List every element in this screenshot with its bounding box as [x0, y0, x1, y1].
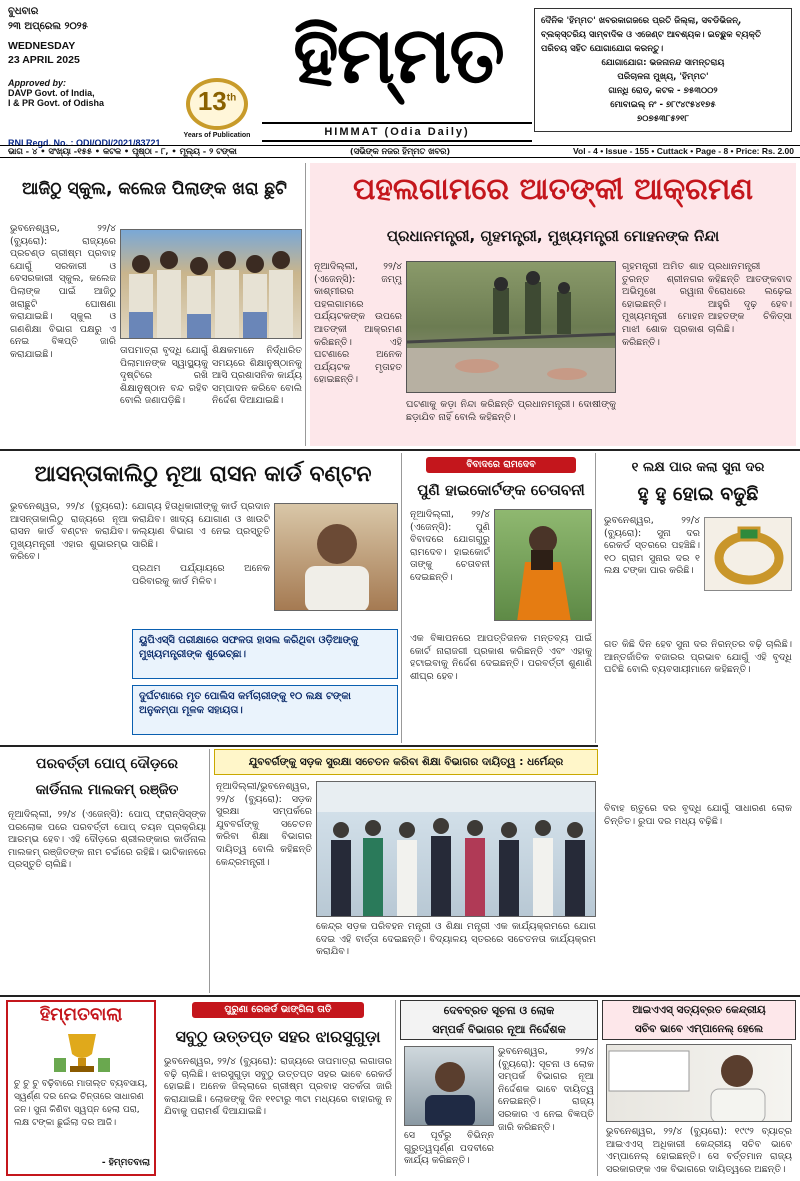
- article-text: ଗୃହମନ୍ତ୍ରୀ ଅମିତ ଶାହ ତୁରନ୍ତ ଶ୍ରୀନଗର ଅଭିମୁଖେ ରୱାନା ହୋଇଛନ୍ତି। ମୁଖ୍ୟମନ୍ତ୍ରୀ ମୋହନ ମାଝୀ ଶୋକ ପ୍ରକାଶ କରିଛନ୍ତି।: [622, 261, 704, 348]
- kicker: ୧ ଲକ୍ଷ ପାର କଲା ସୁନା ଦର: [631, 460, 765, 475]
- story-ration: [4, 453, 402, 743]
- day-en: WEDNESDAY: [8, 40, 76, 52]
- info-line: ଯୋଗାଯୋଗ: ଭଜନାନନ୍ଦ ସାମନ୍ତରାୟ: [601, 58, 725, 68]
- divider: [0, 995, 800, 997]
- story-school: [4, 163, 306, 446]
- callout-text: ଦୁର୍ଘଟଣାରେ ମୃତ ପୋଲିସ କର୍ମଚାରୀଙ୍କୁ ୧୦ ଲକ୍ଷ ଟଙ୍କା ଅନୁକମ୍ପା ମୂଳକ ସହାୟତା।: [139, 691, 351, 716]
- article-text: କେନ୍ଦ୍ର ସଡ଼କ ପରିବହନ ମନ୍ତ୍ରୀ ଓ ଶିକ୍ଷା ମନ୍ତ୍ରୀ ଏକ କାର୍ଯ୍ୟକ୍ରମରେ ଯୋଗ ଦେଇ ଏହି ବାର୍ତ୍ତା ଦେଇଛନ୍ତି। ବିଦ୍ୟାଳୟ ସ୍ତରରେ ସଚେତନତା କାର୍ଯ୍ୟକ୍ରମ କରାଯିବ।: [316, 921, 596, 958]
- himmatwala-column: [6, 1000, 156, 1176]
- callout-police: [132, 685, 398, 735]
- headline-band: [400, 1000, 598, 1040]
- headline-band: [602, 1000, 796, 1040]
- children-illustration: [121, 230, 302, 339]
- divider: [0, 449, 800, 451]
- callout-upsc: [132, 629, 398, 679]
- headline: ହୁ ହୁ ହୋଇ ବଢୁଛି: [637, 483, 759, 505]
- column-verse: ଚୁ ଚୁ ଚୁ ବଢ଼ିବାରେ ମାତାଲ୍ତ ବ୍ୟବସାୟ, ସ୍ୱର୍ଣ୍ଣ ଦର ନେଇ ଚିନ୍ତାରେ ସାଧାରଣ ଜନ। ସୁନା କିଣିବା ସ୍ୱପ୍ନ ହେଲା ପରା, ଲକ୍ଷ ଟଙ୍କା ଛୁଇଁଲା ଦର ଆଜି।: [14, 1079, 148, 1128]
- info-line: ମୋବାଇଲ୍ ନଂ - ୭୮୯୪୯୫୪୧୭୫: [610, 100, 716, 110]
- group-illustration: [317, 782, 596, 917]
- subheadline: ପ୍ରଧାନମନ୍ତ୍ରୀ, ଗୃହମନ୍ତ୍ରୀ, ମୁଖ୍ୟମନ୍ତ୍ରୀ ମୋହନଙ୍କ ନିନ୍ଦା: [386, 227, 720, 245]
- attack-photo: [406, 261, 616, 393]
- approved-line2: I & PR Govt. of Odisha: [8, 98, 105, 108]
- badge-text: Years of Publication: [183, 132, 251, 139]
- headline: ସଚିବ ଭାବେ ଏମ୍ପାନେଲ୍ ହେଲେ: [634, 1023, 764, 1035]
- ring-icon: [705, 518, 792, 591]
- article-text: ନୂଆଦିଲ୍ଲୀ/ଭୁବନେଶ୍ୱର, ୨୨/୪ (ବ୍ୟୁରୋ): ସଡ଼କ ସୁରକ୍ଷା ସମ୍ପର୍କରେ ଯୁବବର୍ଗଙ୍କୁ ସଚେତନ କରିବା ଶିକ୍ଷା ବିଭାଗର ଦାୟିତ୍ୱ ବୋଲି କହିଛନ୍ତି କେନ୍ଦ୍ରମନ୍ତ୍ରୀ।: [216, 781, 312, 868]
- article-text: ଭୁବନେଶ୍ୱର, ୨୨/୪ (ବ୍ୟୁରୋ): ରାଜ୍ୟରେ ପ୍ରଚଣ୍ଡ ଗ୍ରୀଷ୍ମ ପ୍ରବାହ ଯୋଗୁଁ ସରକାରୀ ଓ ବେସରକାରୀ ସ୍କୁଲ, କଲେଜ ପିଲାଙ୍କ ପାଇଁ ଆଜିଠୁ ଖରାଛୁଟି ଘୋଷଣା କରାଯାଇଛି। ସ୍କୁଲ ଓ ଗଣଶିକ୍ଷା ବିଭାଗ ପକ୍ଷରୁ ଏ ନେଇ ବିଜ୍ଞପ୍ତି ଜାରି କରାଯାଇଛି।: [10, 223, 116, 360]
- article-text: ନୂଆଦିଲ୍ଲୀ, ୨୨/୪ (ଏଜେନ୍ସି): ଜମ୍ମୁ କାଶ୍ମୀରର ପହଲଗାମରେ ପର୍ଯ୍ୟଟକଙ୍କ ଉପରେ ଆତଙ୍କୀ ଆକ୍ରମଣ କରିଛନ୍ତି। ଏହି ଘଟଣାରେ ଅନେକ ପର୍ଯ୍ୟଟକ ମୃତାହତ ହୋଇଛନ୍ତି।: [314, 261, 402, 386]
- article-text: ଶିକ୍ଷକମାନେ ନିର୍ଦ୍ଧାରିତ ସମୟରେ ଶିକ୍ଷାନୁଷ୍ଠାନକୁ ଆସି ପ୍ରଶାସନିକ କାର୍ଯ୍ୟ ସମ୍ପାଦନ କରିବେ ବୋଲି ନିର୍ଦ୍ଦେଶ ଦିଆଯାଇଛି।: [212, 345, 302, 407]
- story-label: ବିବାଦରେ ରାମଦେବ: [426, 457, 576, 473]
- info-line: ପରିଚାଳନା ମୁଖ୍ୟ, 'ହିମ୍ମତ': [617, 72, 709, 82]
- headline: ଦେବବ୍ରତ ସୂଚନା ଓ ଲୋକ: [443, 1004, 555, 1017]
- story-attack: [310, 163, 796, 446]
- article-text: ଭୁବନେଶ୍ୱର, ୨୨/୪ (ବ୍ୟୁରୋ): ଆସନ୍ତାକାଲିଠୁ ରାଜ୍ୟରେ ନୂଆ ରାସନ କାର୍ଡ ବଣ୍ଟନ କରାଯିବ। ମୁଖ୍ୟମନ୍ତ୍ରୀ ଏହାର ଶୁଭାରମ୍ଭ କରିବେ।: [10, 501, 128, 563]
- gold-ring-photo: [704, 517, 792, 591]
- story-road-safety: [214, 749, 598, 993]
- logo-sub-band: [262, 122, 532, 142]
- story-label: ପୁରୁଣା ରେକର୍ଡ ଭାଙ୍ଗିଲା ତାତି: [192, 1002, 364, 1018]
- approved-line1: DAVP Govt. of India,: [8, 88, 95, 98]
- article-text: ବିବାହ ଋତୁରେ ଦର ବୃଦ୍ଧି ଯୋଗୁଁ ସାଧାରଣ ଲୋକ ଚିନ୍ତିତ। ରୁପା ଦର ମଧ୍ୟ ବଢ଼ିଛି।: [604, 803, 792, 827]
- ramdev-photo: [494, 509, 592, 621]
- story-ramdev: [406, 453, 596, 743]
- meta-strip: [0, 145, 800, 158]
- headline-band: [214, 749, 598, 775]
- article-text: ଭୁବନେଶ୍ୱର, ୨୨/୪ (ବ୍ୟୁରୋ): ରାଜ୍ୟରେ ତାପମାତ୍ରା ଲଗାତାର ବଢ଼ି ଚାଲିଛି। ଝାରସୁଗୁଡ଼ା ସବୁଠୁ ଉତ୍ତପ୍ତ ସହର ଭାବେ ରେକର୍ଡ ହୋଇଛି। ଅନେକ ଜିଲ୍ଲାରେ ଗ୍ରୀଷ୍ମ ପ୍ରବାହ ସତର୍କତା ଜାରି କରାଯାଇଛି। ଲୋକଙ୍କୁ ଦିନ ୧୧ଟାରୁ ୩ଟା ମଧ୍ୟରେ ବାହାରକୁ ନ ଯିବାକୁ ପରାମର୍ଶ ଦିଆଯାଇଛି।: [164, 1056, 392, 1118]
- divider: [0, 745, 598, 747]
- logo-sub: HIMMAT (Odia Daily): [324, 126, 470, 138]
- article-text: ସେ ପୂର୍ବରୁ ବିଭିନ୍ନ ଗୁରୁତ୍ୱପୂର୍ଣ୍ଣ ପଦବୀରେ କାର୍ଯ୍ୟ କରିଛନ୍ତି।: [404, 1130, 494, 1167]
- headline: ସମ୍ପର୍କ ବିଭାଗର ନୂଆ ନିର୍ଦ୍ଦେଶକ: [432, 1023, 566, 1036]
- badge-suffix: th: [226, 92, 237, 104]
- headline: ଆଇଏଏସ୍ ସତ୍ୟବ୍ରତ କେନ୍ଦ୍ରୀୟ: [632, 1004, 766, 1016]
- soldiers-illustration: [407, 262, 616, 393]
- story-ias: [602, 1000, 796, 1176]
- trophy-icon: [52, 1030, 112, 1074]
- article-text: ନୂଆଦିଲ୍ଲୀ, ୨୨/୪ (ଏଜେନ୍ସି): ପୋପ୍ ଫ୍ରାନ୍ସିସ୍‌ଙ୍କ ପରଲୋକ ପରେ ପରବର୍ତ୍ତୀ ପୋପ୍ ଚୟନ ପ୍ରକ୍ରିୟା ଆରମ୍ଭ ହେବ। ଏହି ଦୌଡ଼ରେ ଶ୍ରୀଲଙ୍କାର କାର୍ଡିନାଲ ମାଲକମ୍ ରଞ୍ଜିତଙ୍କ ନାମ ଚର୍ଚ୍ଚାରେ ରହିଛି। ଭାଟିକାନରେ ପ୍ରସ୍ତୁତି ଚାଲିଛି।: [8, 809, 206, 871]
- article-text: ଭୁବନେଶ୍ୱର, ୨୨/୪ (ବ୍ୟୁରୋ): ସୂଚନା ଓ ଲୋକ ସମ୍ପର୍କ ବିଭାଗର ନୂଆ ନିର୍ଦ୍ଦେଶକ ଭାବେ ଦାୟିତ୍ୱ ନେଇଛନ୍ତି। ରାଜ୍ୟ ସରକାର ଏ ନେଇ ବିଜ୍ଞପ୍ତି ଜାରି କରିଛନ୍ତି।: [498, 1046, 594, 1133]
- anniversary-badge: [183, 78, 251, 146]
- callout-text: ୟୁପିଏସ୍‌ସି ପରୀକ୍ଷାରେ ସଫଳତା ହାସଲ କରିଥିବା ଓଡ଼ିଆଙ୍କୁ ମୁଖ୍ୟମନ୍ତ୍ରୀଙ୍କ ଶୁଭେଚ୍ଛା।: [139, 635, 359, 660]
- article-text: ଗତ କିଛି ଦିନ ହେବ ସୁନା ଦର ନିରନ୍ତର ବଢ଼ି ଚାଲିଛି। ଆନ୍ତର୍ଜାତିକ ବଜାରର ପ୍ରଭାବ ଯୋଗୁଁ ଏହି ବୃଦ୍ଧି ଘଟିଛି ବୋଲି ବ୍ୟବସାୟୀମାନେ କହିଛନ୍ତି।: [604, 639, 792, 676]
- story-jharsuguda: [160, 1000, 396, 1176]
- article-text: ଏକ ବିଜ୍ଞାପନରେ ଆପତ୍ତିଜନକ ମନ୍ତବ୍ୟ ପାଇଁ କୋର୍ଟ ନାରାଜଗୀ ପ୍ରକାଶ କରିଛନ୍ତି ଏବଂ ଏହାକୁ ହଟାଇବାକୁ ନିର୍ଦ୍ଦେଶ ଦେଇଛନ୍ତି। ପରବର୍ତ୍ତୀ ଶୁଣାଣି ଶୀଘ୍ର ହେବ।: [410, 633, 592, 682]
- info-line: ପରିଚୟ ସହିତ ଯୋଗାଯୋଗ କରନ୍ତୁ।: [541, 44, 664, 54]
- tagline: (ସଭିଙ୍କ ନଜର ହିମ୍ମତ ଖବର): [349, 146, 451, 156]
- info-line: ଦୈନିକ 'ହିମ୍ମତ' ଖବରକାଗଜରେ ପ୍ରତି ଜିଲ୍ଲା, ସବଡିଭିଜନ୍,: [541, 16, 742, 26]
- headline: ପରବର୍ତ୍ତୀ ପୋପ୍ ଦୌଡ଼ରେ: [35, 756, 178, 772]
- article-text: ଭୁବନେଶ୍ୱର, ୨୨/୪ (ବ୍ୟୁରୋ): ୧୯୯୨ ବ୍ୟାଚ୍‌ର ଆଇଏଏସ୍ ଅଧିକାରୀ କେନ୍ଦ୍ରୀୟ ସଚିବ ଭାବେ ଏମ୍ପାନେଲ୍ ହୋଇଛନ୍ତି। ସେ ବର୍ତ୍ତମାନ ରାଜ୍ୟ ସରକାରଙ୍କ ଏକ ବିଭାଗରେ ଦାୟିତ୍ୱରେ ଅଛନ୍ତି।: [606, 1126, 792, 1174]
- column-title: ହିମ୍ମତବାଲା: [39, 1004, 123, 1025]
- date-en: 23 APRIL 2025: [8, 54, 80, 66]
- portrait-illustration: [405, 1047, 494, 1126]
- column-signature: - ହିମ୍ମତବାଲା: [101, 1158, 150, 1168]
- meta-en: Vol - 4 • Issue - 155 • Cuttack • Page - 8 • Price: Rs. 2.00: [572, 146, 794, 156]
- yogi-illustration: [495, 510, 592, 621]
- date-odia: ୨୩ ଅପ୍ରେଲ ୨୦୨୫: [8, 21, 88, 32]
- meta-odia: ଭାଗ - ୪ • ସଂଖ୍ୟା -୧୫୫ • କଟକ • ପୃଷ୍ଠା - ୮, • ମୂଲ୍ୟ - ୨ ଟଙ୍କା: [8, 146, 237, 156]
- director-photo: [404, 1046, 494, 1126]
- newspaper-logo: [262, 4, 534, 122]
- logo-text: ହିମ୍ମତ: [293, 11, 503, 101]
- article-text: ଭୁବନେଶ୍ୱର, ୨୨/୪ (ବ୍ୟୁରୋ): ସୁନା ଦର ରେକର୍ଡ ସ୍ତରରେ ପହଞ୍ଚିଛି। ୧୦ ଗ୍ରାମ ସୁନାର ଦର ୧ ଲକ୍ଷ ଟଙ୍କା ପାର କରିଛି।: [604, 515, 700, 577]
- info-line: ବ୍ଲକ୍‌ସ୍ତରିୟ ସାମ୍ବାଦିକ ଓ ଏଜେଣ୍ଟ ଆବଶ୍ୟକ। ଇଚ୍ଛୁକ ବ୍ୟକ୍ତି: [541, 30, 762, 40]
- headline: ପୁଣି ହାଇକୋର୍ଟଙ୍କ ଚେତାବନୀ: [417, 481, 585, 499]
- children-photo: [120, 229, 302, 339]
- article-text: ଘଟଣାକୁ କଡ଼ା ନିନ୍ଦା କରିଛନ୍ତି ପ୍ରଧାନମନ୍ତ୍ରୀ। ଦୋଷୀଙ୍କୁ ଛଡ଼ାଯିବ ନାହିଁ ବୋଲି କହିଛନ୍ତି।: [406, 399, 616, 423]
- headline: ଯୁବବର୍ଗଙ୍କୁ ସଡ଼କ ସୁରକ୍ଷା ସଚେତନ କରିବା ଶିକ୍ଷା ବିଭାଗର ଦାୟିତ୍ୱ : ଧର୍ମେନ୍ଦ୍ର: [248, 756, 564, 768]
- rni-number: RNI Regd. No. : ODI/ODI/2021/83721: [8, 138, 161, 148]
- date-block: [8, 6, 168, 108]
- headline: ଆଜିଠୁ ସ୍କୁଲ, କଲେଜ ପିଲାଙ୍କ ଖରା ଛୁଟି: [22, 179, 287, 199]
- article-text: ନୂଆଦିଲ୍ଲୀ, ୨୨/୪ (ଏଜେନ୍ସି): ପୁଣି ବିବାଦରେ ଯୋଗଗୁରୁ ରାମଦେବ। ହାଇକୋର୍ଟ ତାଙ୍କୁ ଚେତାବନୀ ଦେଇଛନ୍ତି।: [410, 509, 490, 583]
- article-text: ପ୍ରଥମ ପର୍ଯ୍ୟାୟରେ ଅନେକ ପରିବାରକୁ କାର୍ଡ ମିଳିବ।: [132, 563, 270, 587]
- info-box: [534, 8, 792, 132]
- headline: କାର୍ଡିନାଲ ମାଲକମ୍ ରଞ୍ଜିତ: [35, 782, 179, 798]
- officer-photo: [606, 1044, 792, 1122]
- badge-number: 13th: [197, 86, 237, 116]
- masthead: [0, 0, 800, 158]
- portrait-illustration: [275, 504, 398, 611]
- headline: ଆସନ୍ତାକାଲିଠୁ ନୂଆ ରାସନ କାର୍ଡ ବଣ୍ଟନ: [34, 462, 372, 487]
- ministers-group-photo: [316, 781, 596, 917]
- story-devabrata: [400, 1000, 598, 1176]
- chief-minister-photo: [274, 503, 398, 611]
- story-gold: [600, 453, 796, 993]
- portrait-illustration: [607, 1045, 792, 1122]
- article-text: ତାପମାତ୍ରା ବୃଦ୍ଧି ଯୋଗୁଁ ପିଲାମାନଙ୍କ ସ୍ୱାସ୍ଥ୍ୟକୁ ଦୃଷ୍ଟିରେ ରଖି ଶିକ୍ଷାନୁଷ୍ଠାନ ବନ୍ଦ ରହିବ ବୋଲି ଜଣାପଡ଼ିଛି।: [120, 345, 208, 407]
- article-text: ଯୋଗ୍ୟ ହିତାଧିକାରୀଙ୍କୁ କାର୍ଡ ପ୍ରଦାନ କରାଯିବ। ଖାଦ୍ୟ ଯୋଗାଣ ଓ ଖାଉଟି କଲ୍ୟାଣ ବିଭାଗ ଏ ନେଇ ପ୍ରସ୍ତୁତି ସାରିଛି।: [132, 501, 270, 550]
- article-text: ପ୍ରଧାନମନ୍ତ୍ରୀ କହିଛନ୍ତି ଆତଙ୍କବାଦ ବିରୋଧରେ ଲଢ଼େଇ ଆହୁରି ଦୃଢ଼ ହେବ। ଆହତଙ୍କ ଚିକିତ୍ସା ଚାଲିଛି।: [708, 261, 792, 335]
- story-pope: [4, 749, 210, 993]
- info-line: ୭୦୭୫୩୮୫୨୧୮: [637, 114, 689, 124]
- info-line: ଗାନ୍ଧି ରୋଡ୍, କଟକ - ୭୫୩୦୦୨: [608, 86, 718, 96]
- headline: ପହଲଗାମରେ ଆତଙ୍କୀ ଆକ୍ରମଣ: [352, 172, 754, 207]
- approved-label: Approved by:: [8, 78, 67, 88]
- headline: ସବୁଠୁ ଉତ୍ତପ୍ତ ସହର ଝାରସୁଗୁଡ଼ା: [175, 1027, 381, 1046]
- day-odia: ବୁଧବାର: [8, 6, 39, 17]
